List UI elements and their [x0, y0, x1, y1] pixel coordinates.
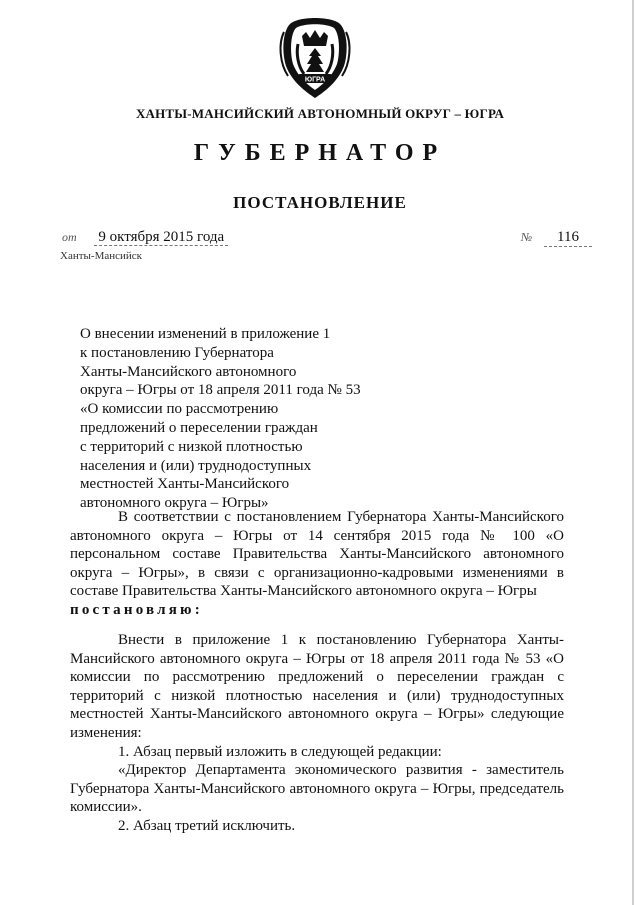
scan-edge: [632, 0, 634, 905]
authority-title: ГУБЕРНАТОР: [193, 140, 447, 166]
preamble-text: В соответствии с постановлением Губернатора Ханты-Мансийского автономного округа – Югры от 14 сентября 2015 года № 100 «О персональном составе Правительства Ханты-Мансийского автономного округа – Югры», в связи с организационно-кадровыми изменениями в составе Правительства Ханты-Мансийского автономного округа – Югры: [70, 509, 564, 600]
subject-line: к постановлению Губернатора: [80, 344, 274, 361]
document-date: 9 октября 2015 года: [94, 229, 228, 246]
date-prefix: от: [62, 230, 77, 244]
svg-text:ЮГРА: ЮГРА: [304, 76, 326, 84]
subject-line: Ханты-Мансийского автономного: [80, 363, 297, 380]
subject-line: с территорий с низкой плотностью: [80, 438, 303, 455]
preamble-paragraph: [70, 508, 564, 601]
item-1-text: «Директор Департамента экономического развития - заместитель Губернатора Ханты-Мансийского автономного округа – Югры, председатель комиссии».: [70, 762, 564, 816]
operative-intro: Внести в приложение 1 к постановлению Губернатора Ханты-Мансийского автономного округа – Югры от 18 апреля 2011 года № 53 «О комиссии по рассмотрению предложений о переселении граждан с территорий с низкой плотностью населения и (или) труднодоступных местностей Ханты-Мансийского автономного округа – Югры» следующие изменения:: [70, 632, 564, 741]
subject-line: автономного округа – Югры»: [80, 495, 269, 512]
subject-line: предложений о переселении граждан: [80, 419, 318, 436]
number-block: [521, 229, 592, 247]
document-number: 116: [544, 229, 592, 247]
resolve-word: постановляю:: [70, 601, 203, 618]
subject-line: местностей Ханты-Мансийского: [80, 476, 290, 493]
region-title: ХАНТЫ-МАНСИЙСКИЙ АВТОНОМНЫЙ ОКРУГ – ЮГРА: [135, 106, 505, 121]
subject-line: О внесении изменений в приложение 1: [80, 326, 331, 342]
document-place: Ханты-Мансийск: [60, 250, 143, 262]
subject-block: [80, 325, 380, 513]
coat-of-arms-emblem: [276, 14, 354, 100]
preamble-block: [70, 508, 564, 620]
operative-block: [70, 631, 564, 836]
item-1: 1. Абзац первый изложить в следующей редакции:: [118, 743, 442, 760]
subject-line: «О комиссии по рассмотрению: [80, 401, 279, 418]
subject-line: населения и (или) труднодоступных: [80, 457, 312, 474]
item-2: 2. Абзац третий исключить.: [118, 817, 296, 834]
document-type-title: ПОСТАНОВЛЕНИЕ: [233, 193, 407, 212]
subject-line: округа – Югры от 18 апреля 2011 года № 53: [80, 382, 361, 399]
number-prefix: №: [520, 230, 533, 244]
date-number-row: [62, 229, 592, 251]
